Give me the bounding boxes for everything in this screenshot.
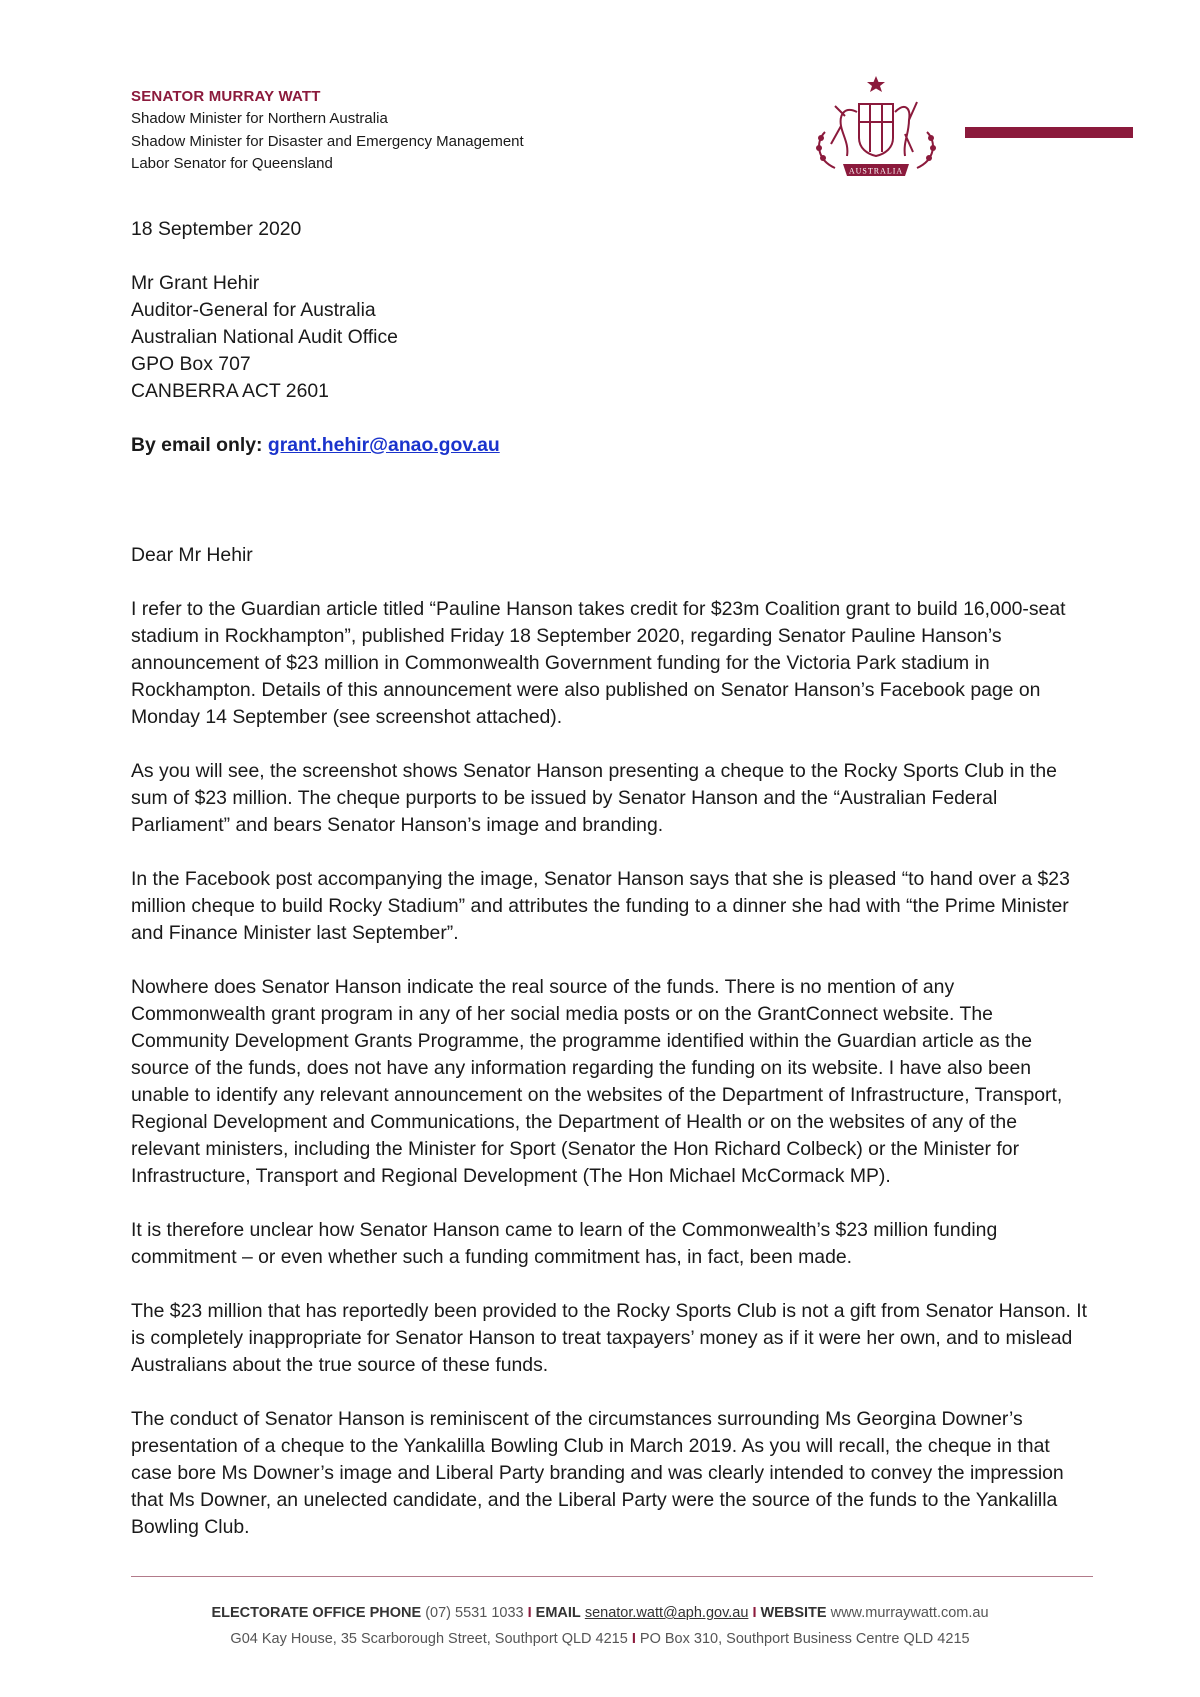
footer-separator: I	[752, 1605, 757, 1621]
letter-body	[131, 596, 1091, 1568]
body-paragraph: Nowhere does Senator Hanson indicate the real source of the funds. There is no mention of any Commonwealth grant program in any of her social media posts or on the GrantConnect website. The Community Development Grants Programme, the programme identified within the Guardian article as the source of the funds, does not have any information regarding the funding on its website. I have also been unable to identify any relevant announcement on the websites of the Department of Infrastructure, Transport, Regional Development and Communications, the Department of Health or on the websites of any of the relevant ministers, including the Minister for Sport (Senator the Hon Richard Colbeck) or the Minister for Infrastructure, Transport and Regional Development (The Hon Michael McCormack MP).	[131, 976, 1063, 1187]
phone-number: (07) 5531 1033	[425, 1605, 524, 1621]
body-paragraph: As you will see, the screenshot shows Senator Hanson presenting a cheque to the Rocky Sports Club in the sum of $23 million. The cheque purports to be issued by Senator Hanson and the “Australian Federal Parliament” and bears Senator Hanson’s image and branding.	[131, 760, 1057, 836]
recipient-address	[131, 270, 1091, 405]
recipient-email-link[interactable]: grant.hehir@anao.gov.au	[267, 434, 500, 456]
coat-of-arms-icon	[805, 72, 947, 182]
email-only-line	[131, 432, 1091, 459]
website-label: WEBSITE	[760, 1605, 827, 1621]
letter-date: 18 September 2020	[131, 218, 302, 240]
address-line: GPO Box 707	[131, 353, 251, 375]
body-paragraph: I refer to the Guardian article titled “Pauline Hanson takes credit for $23m Coalition grant to build 16,000-seat stadium in Rockhampton”, published Friday 18 September 2020, regarding Senator Pauline Hanson’s announcement of $23 million in Commonwealth Government funding for the Victoria Park stadium in Rockhampton. Details of this announcement were also published on Senator Hanson’s Facebook page on Monday 14 September (see screenshot attached).	[131, 598, 1066, 728]
body-paragraph: The conduct of Senator Hanson is reminiscent of the circumstances surrounding Ms Georgina Downer’s presentation of a cheque to the Yankalilla Bowling Club in March 2019. As you will recall, the cheque in that case bore Ms Downer’s image and Liberal Party branding and was clearly intended to convey the impression that Ms Downer, an unelected candidate, and the Liberal Party were the source of the funds to the Yankalilla Bowling Club.	[131, 1408, 1064, 1538]
salutation: Dear Mr Hehir	[131, 544, 253, 566]
address-line: Mr Grant Hehir	[131, 272, 260, 294]
email-label: EMAIL	[535, 1605, 581, 1621]
footer-divider	[131, 1576, 1093, 1577]
website-url: www.murraywatt.com.au	[830, 1605, 989, 1621]
letterhead	[131, 86, 524, 176]
body-paragraph: The $23 million that has reportedly been provided to the Rocky Sports Club is not a gift from Senator Hanson. It is completely inappropriate for Senator Hanson to treat taxpayers’ money as if it were her own, and to mislead Australians about the true source of these funds.	[131, 1300, 1088, 1376]
sender-role: Shadow Minister for Disaster and Emergency Management	[131, 132, 524, 150]
footer-separator: I	[527, 1605, 532, 1621]
body-paragraph: In the Facebook post accompanying the image, Senator Hanson says that she is pleased “to hand over a $23 million cheque to build Rocky Stadium” and attributes the funding to a dinner she had with “the Prime Minister and Finance Minister last September”.	[131, 868, 1070, 944]
sender-role: Labor Senator for Queensland	[131, 155, 333, 172]
footer-contact	[0, 1602, 1200, 1624]
phone-label: ELECTORATE OFFICE PHONE	[211, 1605, 422, 1621]
footer-address	[0, 1628, 1200, 1650]
sender-role: Shadow Minister for Northern Australia	[131, 110, 388, 127]
address-line: CANBERRA ACT 2601	[131, 380, 329, 402]
address-line: Australian National Audit Office	[131, 326, 398, 348]
letterhead-accent-bar	[965, 127, 1133, 138]
street-address: G04 Kay House, 35 Scarborough Street, Southport QLD 4215	[230, 1631, 628, 1647]
email-only-label: By email only:	[131, 434, 263, 456]
footer-separator: I	[631, 1631, 636, 1647]
postal-address: PO Box 310, Southport Business Centre QLD 4215	[639, 1631, 970, 1647]
sender-name: SENATOR MURRAY WATT	[131, 88, 321, 105]
crest-motto: AUSTRALIA	[848, 166, 904, 176]
body-paragraph: It is therefore unclear how Senator Hanson came to learn of the Commonwealth’s $23 million funding commitment – or even whether such a funding commitment has, in fact, been made.	[131, 1219, 998, 1268]
footer-email-link[interactable]: senator.watt@aph.gov.au	[584, 1605, 749, 1621]
address-line: Auditor-General for Australia	[131, 299, 376, 321]
